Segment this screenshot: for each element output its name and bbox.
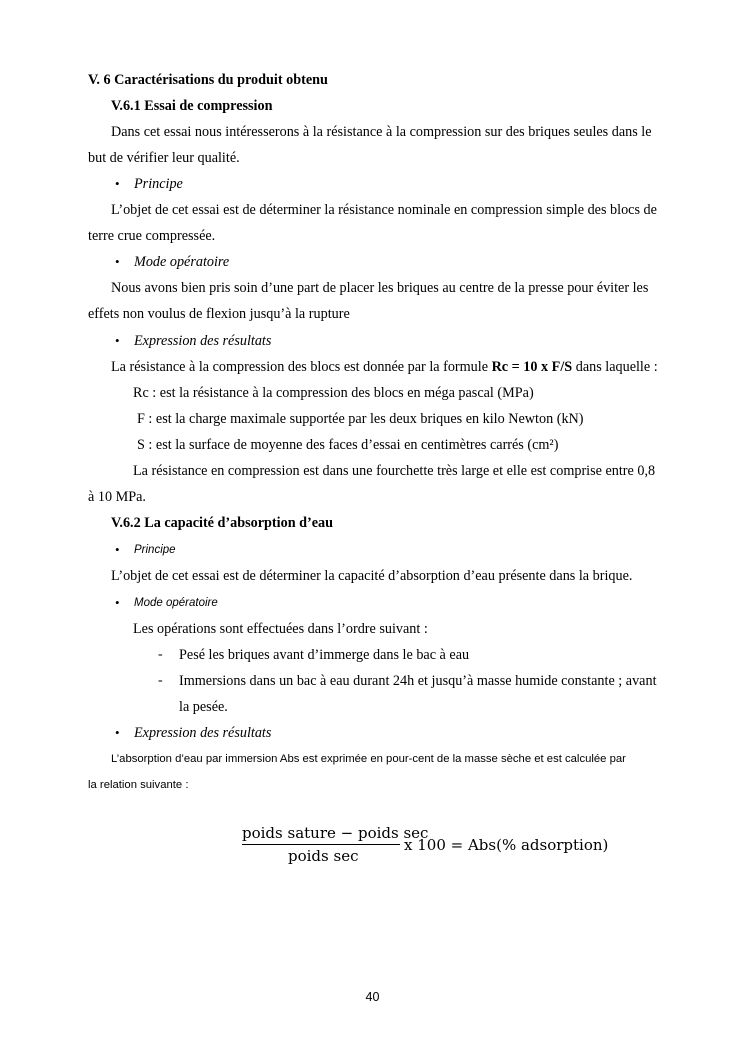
intro-text-line-1: Dans cet essai nous intéresserons à la résistance à la compression sur des briques seules dans le: [111, 124, 652, 140]
definition-s: S : est la surface de moyenne des faces d’essai en centimètres carrés (cm²): [137, 437, 559, 453]
operations-intro: Les opérations sont effectuées dans l’ordre suivant :: [133, 621, 428, 637]
formula-rc: Rc = 10 x F/S: [491, 359, 573, 375]
formula-sentence-pre: La résistance à la compression des blocs est donnée par la formule: [111, 359, 492, 375]
absorption-principe-text: L’objet de cet essai est de déterminer la capacité d’absorption d’eau présente dans la brique.: [111, 568, 633, 584]
dash-marker: -: [158, 647, 163, 662]
subsection-title-compression: V.6.1 Essai de compression: [111, 98, 273, 114]
dash-marker: -: [158, 673, 163, 688]
intro-text-line-2: but de vérifier leur qualité.: [88, 150, 240, 166]
bullet-icon: •: [115, 725, 120, 740]
page-number: 40: [365, 990, 380, 1004]
expression-resultats-label: Expression des résultats: [134, 333, 272, 349]
expression-resultats-label-2: Expression des résultats: [134, 725, 272, 741]
bullet-icon: •: [115, 176, 120, 191]
mode-text-line-1: Nous avons bien pris soin d’une part de placer les briques au centre de la presse pour éviter les: [111, 280, 649, 296]
section-title: V. 6 Caractérisations du produit obtenu: [88, 72, 328, 88]
principe-text-line-2: terre crue compressée.: [88, 228, 216, 244]
absorption-formula: [240, 824, 609, 868]
fraction-bar: [242, 844, 400, 845]
step-2-line-1: Immersions dans un bac à eau durant 24h et jusqu’à masse humide constante ; avant: [179, 673, 657, 689]
mode-operatoire-label-2: Mode opératoire: [134, 597, 218, 609]
principe-label-2: Principe: [134, 544, 176, 556]
bullet-icon: •: [115, 254, 120, 269]
formula-numerator: poids sature − poids sec: [242, 824, 429, 842]
principe-label: Principe: [134, 176, 183, 192]
formula-sentence: [111, 358, 658, 376]
range-text-line-1: La résistance en compression est dans une fourchette très large et elle est comprise entre 0,8: [133, 463, 656, 479]
definition-rc: Rc : est la résistance à la compression des blocs en méga pascal (MPa): [133, 385, 534, 401]
subsection-title-absorption: V.6.2 La capacité d’absorption d’eau: [111, 515, 334, 531]
formula-denominator: poids sec: [288, 847, 359, 865]
formula-result: x 100 = Abs(% adsorption): [404, 836, 609, 854]
bullet-icon: •: [115, 542, 120, 557]
formula-sentence-post: dans laquelle :: [572, 359, 658, 375]
mode-text-line-2: effets non voulus de flexion jusqu’à la rupture: [88, 306, 350, 322]
definition-f: F : est la charge maximale supportée par les deux briques en kilo Newton (kN): [137, 411, 584, 427]
bullet-icon: •: [115, 595, 120, 610]
absorption-text-line-2: la relation suivante :: [88, 779, 189, 791]
step-1: Pesé les briques avant d’immerge dans le bac à eau: [179, 647, 470, 663]
mode-operatoire-label: Mode opératoire: [134, 254, 230, 270]
step-2-line-2: la pesée.: [179, 699, 228, 715]
bullet-icon: •: [115, 333, 120, 348]
absorption-text-line-1: L’absorption d’eau par immersion Abs est exprimée en pour-cent de la masse sèche et est calculée par: [111, 753, 626, 765]
range-text-line-2: à 10 MPa.: [88, 489, 146, 505]
principe-text-line-1: L’objet de cet essai est de déterminer la résistance nominale en compression simple des blocs de: [111, 202, 657, 218]
